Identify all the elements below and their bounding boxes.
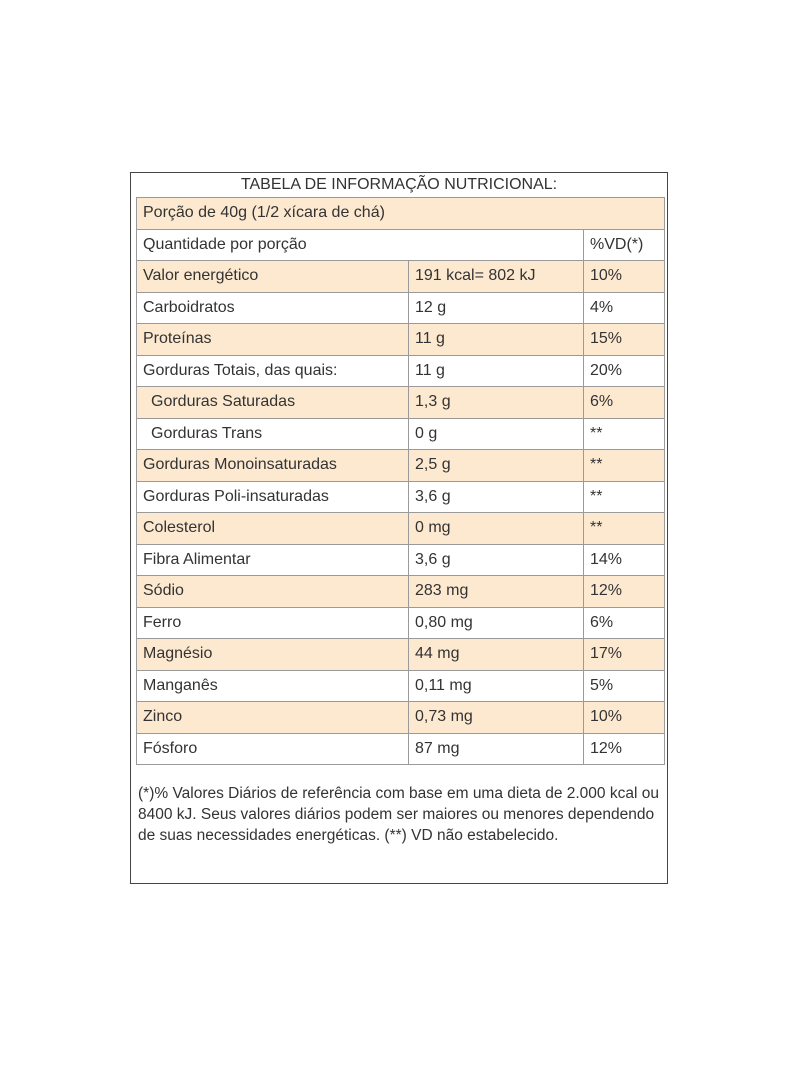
nutrition-facts-panel	[130, 172, 668, 884]
table-row	[137, 324, 665, 356]
nutrient-name: Carboidratos	[137, 292, 409, 324]
table-row	[137, 607, 665, 639]
table-row	[137, 481, 665, 513]
header-quantity-label: Quantidade por porção	[137, 229, 584, 261]
nutrient-amount: 12 g	[409, 292, 584, 324]
header-row	[137, 229, 665, 261]
nutrient-amount: 0,73 mg	[409, 702, 584, 734]
nutrient-name: Gorduras Totais, das quais:	[137, 355, 409, 387]
table-row	[137, 450, 665, 482]
nutrient-name: Sódio	[137, 576, 409, 608]
table-row	[137, 544, 665, 576]
table-title: TABELA DE INFORMAÇÃO NUTRICIONAL:	[240, 176, 558, 193]
table-row	[137, 702, 665, 734]
nutrient-vd: **	[584, 513, 665, 545]
nutrient-vd: 10%	[584, 261, 665, 293]
nutrient-amount: 87 mg	[409, 733, 584, 765]
nutrient-vd: 20%	[584, 355, 665, 387]
nutrient-name: Gorduras Saturadas	[137, 387, 409, 419]
serving-size: Porção de 40g (1/2 xícara de chá)	[137, 198, 665, 230]
table-row	[137, 387, 665, 419]
nutrient-vd: 4%	[584, 292, 665, 324]
table-row	[137, 355, 665, 387]
nutrient-name: Gorduras Monoinsaturadas	[137, 450, 409, 482]
nutrient-vd: 12%	[584, 733, 665, 765]
nutrient-amount: 0,80 mg	[409, 607, 584, 639]
nutrient-vd: 6%	[584, 607, 665, 639]
nutrient-amount: 11 g	[409, 355, 584, 387]
footnote: (*)% Valores Diários de referência com base em uma dieta de 2.000 kcal ou 8400 kJ. Seus valores diários podem ser maiores ou menores dependendo de suas necessidades energéticas. (**) VD não estabelecido.	[138, 785, 659, 844]
nutrient-amount: 191 kcal= 802 kJ	[409, 261, 584, 293]
nutrient-name: Gorduras Trans	[137, 418, 409, 450]
nutrient-vd: 15%	[584, 324, 665, 356]
nutrient-name: Manganês	[137, 670, 409, 702]
nutrient-name: Proteínas	[137, 324, 409, 356]
nutrient-vd: 17%	[584, 639, 665, 671]
nutrient-name: Valor energético	[137, 261, 409, 293]
nutrient-vd: 5%	[584, 670, 665, 702]
nutrient-amount: 11 g	[409, 324, 584, 356]
table-row	[137, 292, 665, 324]
nutrient-amount: 0 g	[409, 418, 584, 450]
table-row	[137, 418, 665, 450]
table-row	[137, 261, 665, 293]
nutrient-name: Ferro	[137, 607, 409, 639]
nutrient-vd: 10%	[584, 702, 665, 734]
nutrition-table	[136, 197, 665, 765]
table-row	[137, 670, 665, 702]
nutrient-vd: 12%	[584, 576, 665, 608]
nutrient-amount: 0,11 mg	[409, 670, 584, 702]
nutrient-name: Gorduras Poli-insaturadas	[137, 481, 409, 513]
nutrient-name: Fibra Alimentar	[137, 544, 409, 576]
nutrient-name: Magnésio	[137, 639, 409, 671]
serving-row	[137, 198, 665, 230]
nutrient-amount: 2,5 g	[409, 450, 584, 482]
table-row	[137, 513, 665, 545]
table-row	[137, 576, 665, 608]
header-vd-label: %VD(*)	[584, 229, 665, 261]
nutrient-amount: 0 mg	[409, 513, 584, 545]
nutrient-vd: **	[584, 481, 665, 513]
nutrient-amount: 44 mg	[409, 639, 584, 671]
table-row	[137, 733, 665, 765]
table-row	[137, 639, 665, 671]
nutrient-name: Colesterol	[137, 513, 409, 545]
nutrient-vd: 14%	[584, 544, 665, 576]
nutrient-amount: 3,6 g	[409, 544, 584, 576]
nutrient-name: Zinco	[137, 702, 409, 734]
nutrient-amount: 1,3 g	[409, 387, 584, 419]
nutrient-amount: 283 mg	[409, 576, 584, 608]
nutrient-vd: **	[584, 450, 665, 482]
nutrient-vd: **	[584, 418, 665, 450]
nutrient-vd: 6%	[584, 387, 665, 419]
nutrient-name: Fósforo	[137, 733, 409, 765]
nutrient-amount: 3,6 g	[409, 481, 584, 513]
